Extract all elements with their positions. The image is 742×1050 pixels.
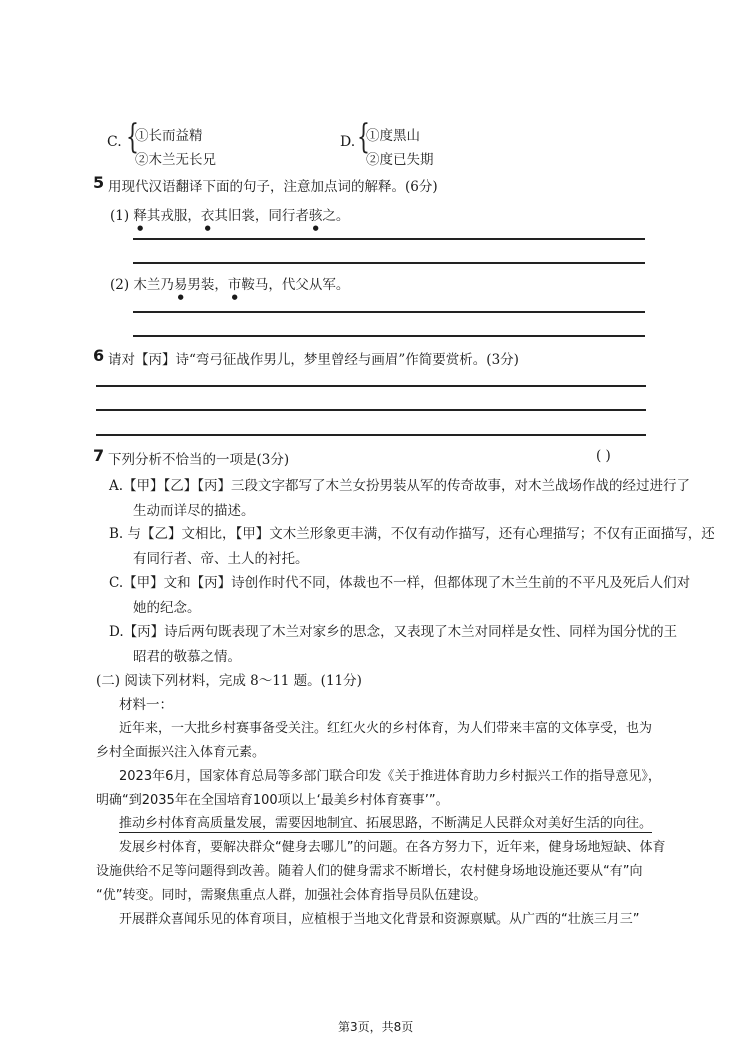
material-p2-line1: 2023年6月，国家体育总局等多部门联合印发《关于推进体育助力乡村振兴工作的指导意见》， xyxy=(119,769,661,784)
answer-line xyxy=(133,238,645,240)
answer-paren: ( ) xyxy=(596,448,611,464)
material-p4-line1: 发展乡村体育，要解决群众“健身去哪儿”的问题。在各方努力下，近年来，健身场地短缺、体育 xyxy=(119,840,666,855)
q5-sentence-2: (2) 木兰乃易男装，市鞍马，代父从军。 xyxy=(110,277,350,293)
material-p3-underlined: 推动乡村体育高质量发展，需要因地制宜、拓展思路，不断满足人民群众对美好生活的向往。 xyxy=(119,812,652,833)
question-6-stem: 请对【丙】诗“弯弓征战作男儿，梦里曾经与画眉”作简要赏析。(3分) xyxy=(108,352,519,368)
brace-d: { xyxy=(357,117,370,157)
material-p1-line2: 乡村全面振兴注入体育元素。 xyxy=(96,745,266,760)
question-number-5: 5 xyxy=(93,173,105,192)
option-d-item2: ②度已失期 xyxy=(366,152,434,168)
q7-option-a-line1: A.【甲】【乙】【丙】三段文字都写了木兰女扮男装从军的传奇故事，对木兰战场作战的经过进行了 xyxy=(109,478,691,494)
option-c-letter: C. xyxy=(107,134,122,150)
question-number-7: 7 xyxy=(93,446,105,465)
q7-option-d-line2: 昭君的敬慕之情。 xyxy=(133,649,241,665)
answer-line xyxy=(133,311,645,313)
q7-option-b-line1: B. 与【乙】文相比，【甲】文木兰形象更丰满，不仅有动作描写，还有心理描写；不仅有正面描写，还 xyxy=(109,526,715,542)
material-p1-line1: 近年来，一大批乡村赛事备受关注。红红火火的乡村体育，为人们带来丰富的文体享受，也为 xyxy=(119,721,653,736)
material-1-label: 材料一： xyxy=(119,697,173,713)
material-p4-line3: “优”转变。同时，需聚焦重点人群，加强社会体育指导员队伍建设。 xyxy=(96,888,487,903)
option-c-item1: ①长而益精 xyxy=(135,128,203,144)
q7-option-c-line1: C.【甲】文和【丙】诗创作时代不同，体裁也不一样，但都体现了木兰生前的不平凡及死后人们对 xyxy=(109,575,691,591)
question-7-stem: 下列分析不恰当的一项是(3分) xyxy=(108,452,290,468)
option-d-item1: ①度黑山 xyxy=(366,128,420,144)
section-2-heading: (二) 阅读下列材料，完成 8～11 题。(11分) xyxy=(96,673,362,689)
question-number-6: 6 xyxy=(93,346,105,365)
material-p2-line2: 明确“到2035年在全国培育100项以上‘最美乡村体育赛事’”。 xyxy=(96,793,449,808)
q7-option-c-line2: 她的纪念。 xyxy=(133,600,201,616)
page-footer: 第3页，共8页 xyxy=(338,1020,414,1034)
answer-line xyxy=(96,434,646,436)
option-c-item2: ②木兰无长兄 xyxy=(135,152,216,168)
q7-option-a-line2: 生动而详尽的描述。 xyxy=(133,503,255,519)
material-p5-line1: 开展群众喜闻乐见的体育项目，应植根于当地文化背景和资源禀赋。从广西的“壮族三月三” xyxy=(119,912,640,927)
q7-option-b-line2: 有同行者、帝、土人的衬托。 xyxy=(133,551,309,567)
q7-option-d-line1: D.【丙】诗后两句既表现了木兰对家乡的思念，又表现了木兰对同样是女性、同样为国分忧的王 xyxy=(109,624,678,640)
answer-line xyxy=(96,385,646,387)
question-5-stem: 用现代汉语翻译下面的句子，注意加点词的解释。(6分) xyxy=(108,179,438,195)
q5-sentence-1: (1) 释其戎服，衣其旧裳，同行者骇之。 xyxy=(110,208,350,224)
answer-line xyxy=(133,335,645,337)
option-d-letter: D. xyxy=(340,134,356,150)
brace-c: { xyxy=(126,117,139,157)
answer-line xyxy=(96,409,646,411)
material-p4-line2: 设施供给不足等问题得到改善。随着人们的健身需求不断增长，农村健身场地设施还要从“有”向 xyxy=(96,864,643,879)
answer-line xyxy=(133,262,645,264)
